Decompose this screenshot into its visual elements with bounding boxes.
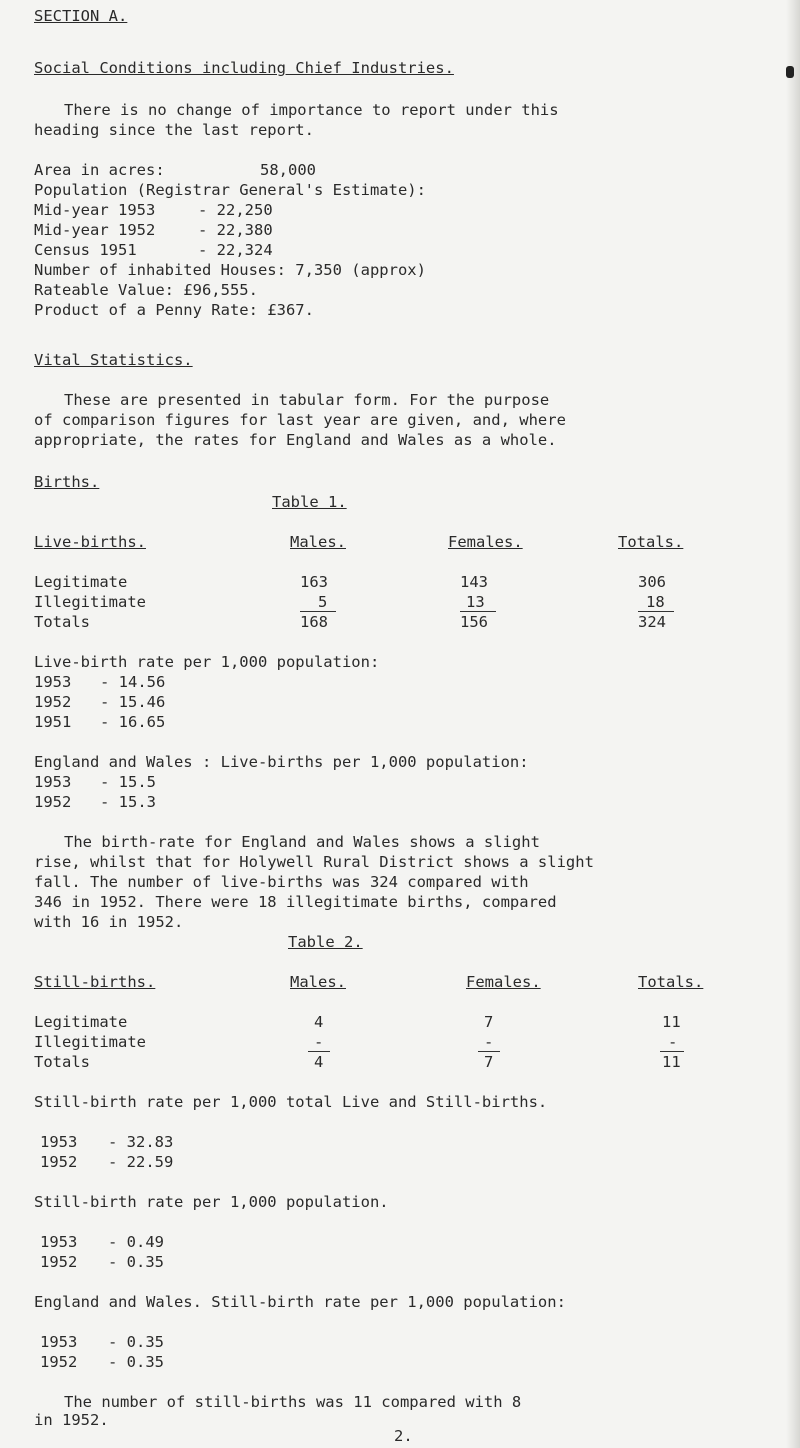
birth-para-line: The birth-rate for England and Wales shows a slight <box>64 833 540 851</box>
intro-line-1: There is no change of importance to report under this <box>64 101 559 119</box>
birth-para-line: rise, whilst that for Holywell Rural District shows a slight <box>34 853 594 871</box>
pop-row-value: - 22,250 <box>198 201 273 219</box>
table-2-cell: - <box>314 1033 324 1051</box>
table-2-col-females: Females. <box>466 973 541 991</box>
still-rate-2-label: Still-birth rate per 1,000 population. <box>34 1193 389 1211</box>
table-2-row-label: Illegitimate <box>34 1033 146 1051</box>
still-para-line: The number of still-births was 11 compared with 8 <box>64 1393 522 1411</box>
table-1-cell: 143 <box>460 573 488 591</box>
birth-para-line: 346 in 1952. There were 18 illegitimate births, compared <box>34 893 557 911</box>
table-2-cell: - <box>484 1033 494 1051</box>
table-1-cell: 18 <box>646 593 665 611</box>
ew-still-rate-label: England and Wales. Still-birth rate per 1,000 population: <box>34 1293 566 1311</box>
table-1-cell: 306 <box>638 573 666 591</box>
binding-hole-mark <box>786 66 794 78</box>
rate-year: 1951 <box>34 713 72 731</box>
table-1-row-label: Illegitimate <box>34 593 146 611</box>
table-2-row-label: Legitimate <box>34 1013 128 1031</box>
still-para-line: in 1952. <box>34 1411 109 1429</box>
pop-row-label: Mid-year 1952 <box>34 221 156 239</box>
table-1-col-females: Females. <box>448 533 523 551</box>
section-heading: SECTION A. <box>34 7 128 25</box>
rate-year: 1952 <box>34 793 72 811</box>
table-2-cell: 7 <box>484 1053 494 1071</box>
vital-text-line: of comparison figures for last year are given, and, where <box>34 411 566 429</box>
rate-year: 1952 <box>40 1353 78 1371</box>
table-1-col-males: Males. <box>290 533 346 551</box>
intro-line-2: heading since the last report. <box>34 121 314 139</box>
table-1-row-label: Totals <box>34 613 90 631</box>
table-2-title: Table 2. <box>288 933 363 951</box>
rate-year: 1953 <box>34 673 72 691</box>
section-title: Social Conditions including Chief Industries. <box>34 59 454 77</box>
area-label: Area in acres: <box>34 161 165 179</box>
rate-value: - 15.5 <box>100 773 156 791</box>
table-1-cell: 168 <box>300 613 328 631</box>
still-rate-1-label: Still-birth rate per 1,000 total Live and Still-births. <box>34 1093 548 1111</box>
table-2-cell: 7 <box>484 1013 494 1031</box>
table-2-cell: 11 <box>662 1013 681 1031</box>
rate-year: 1952 <box>34 693 72 711</box>
rate-year: 1952 <box>40 1153 78 1171</box>
rate-value: - 14.56 <box>100 673 166 691</box>
pop-row-value: - 22,324 <box>198 241 273 259</box>
table-1-cell: 156 <box>460 613 488 631</box>
rate-year: 1953 <box>40 1333 78 1351</box>
rate-value: - 15.46 <box>100 693 166 711</box>
penny-rate: Product of a Penny Rate: £367. <box>34 301 314 319</box>
table-2-col-label: Still-births. <box>34 973 156 991</box>
rate-value: - 15.3 <box>100 793 156 811</box>
table-1-cell: 5 <box>318 593 328 611</box>
rate-year: 1953 <box>34 773 72 791</box>
table-2-cell: 4 <box>314 1013 324 1031</box>
rate-year: 1952 <box>40 1253 78 1271</box>
birth-para-line: fall. The number of live-births was 324 compared with <box>34 873 529 891</box>
vital-text-line: appropriate, the rates for England and Wales as a whole. <box>34 431 557 449</box>
rate-value: - 0.35 <box>108 1253 164 1271</box>
births-heading: Births. <box>34 473 100 491</box>
rate-value: - 16.65 <box>100 713 166 731</box>
pop-row-value: - 22,380 <box>198 221 273 239</box>
inhabited-houses: Number of inhabited Houses: 7,350 (approx) <box>34 261 426 279</box>
rate-value: - 0.35 <box>108 1353 164 1371</box>
table-2-col-males: Males. <box>290 973 346 991</box>
table-1-cell: 13 <box>466 593 485 611</box>
page-edge-shadow <box>786 0 800 1448</box>
table-1-row-label: Legitimate <box>34 573 128 591</box>
rate-year: 1953 <box>40 1133 78 1151</box>
table-2-row-label: Totals <box>34 1053 90 1071</box>
table-2-cell: 11 <box>662 1053 681 1071</box>
rate-year: 1953 <box>40 1233 78 1251</box>
rateable-value: Rateable Value: £96,555. <box>34 281 258 299</box>
rate-value: - 22.59 <box>108 1153 174 1171</box>
ew-birth-rate-label: England and Wales : Live-births per 1,000 population: <box>34 753 529 771</box>
vital-statistics-heading: Vital Statistics. <box>34 351 193 369</box>
rate-value: - 32.83 <box>108 1133 174 1151</box>
table-2-cell: - <box>668 1033 678 1051</box>
table-1-col-totals: Totals. <box>618 533 684 551</box>
page-number: 2. <box>394 1427 413 1445</box>
table-2-col-totals: Totals. <box>638 973 704 991</box>
population-label: Population (Registrar General's Estimate): <box>34 181 426 199</box>
table-1-cell: 324 <box>638 613 666 631</box>
area-value: 58,000 <box>260 161 316 179</box>
pop-row-label: Census 1951 <box>34 241 137 259</box>
vital-text-line: These are presented in tabular form. For the purpose <box>64 391 550 409</box>
table-1-title: Table 1. <box>272 493 347 511</box>
table-2-cell: 4 <box>314 1053 324 1071</box>
table-1-col-label: Live-births. <box>34 533 146 551</box>
pop-row-label: Mid-year 1953 <box>34 201 156 219</box>
birth-para-line: with 16 in 1952. <box>34 913 184 931</box>
birth-rate-label: Live-birth rate per 1,000 population: <box>34 653 380 671</box>
table-1-cell: 163 <box>300 573 328 591</box>
rate-value: - 0.49 <box>108 1233 164 1251</box>
rate-value: - 0.35 <box>108 1333 164 1351</box>
